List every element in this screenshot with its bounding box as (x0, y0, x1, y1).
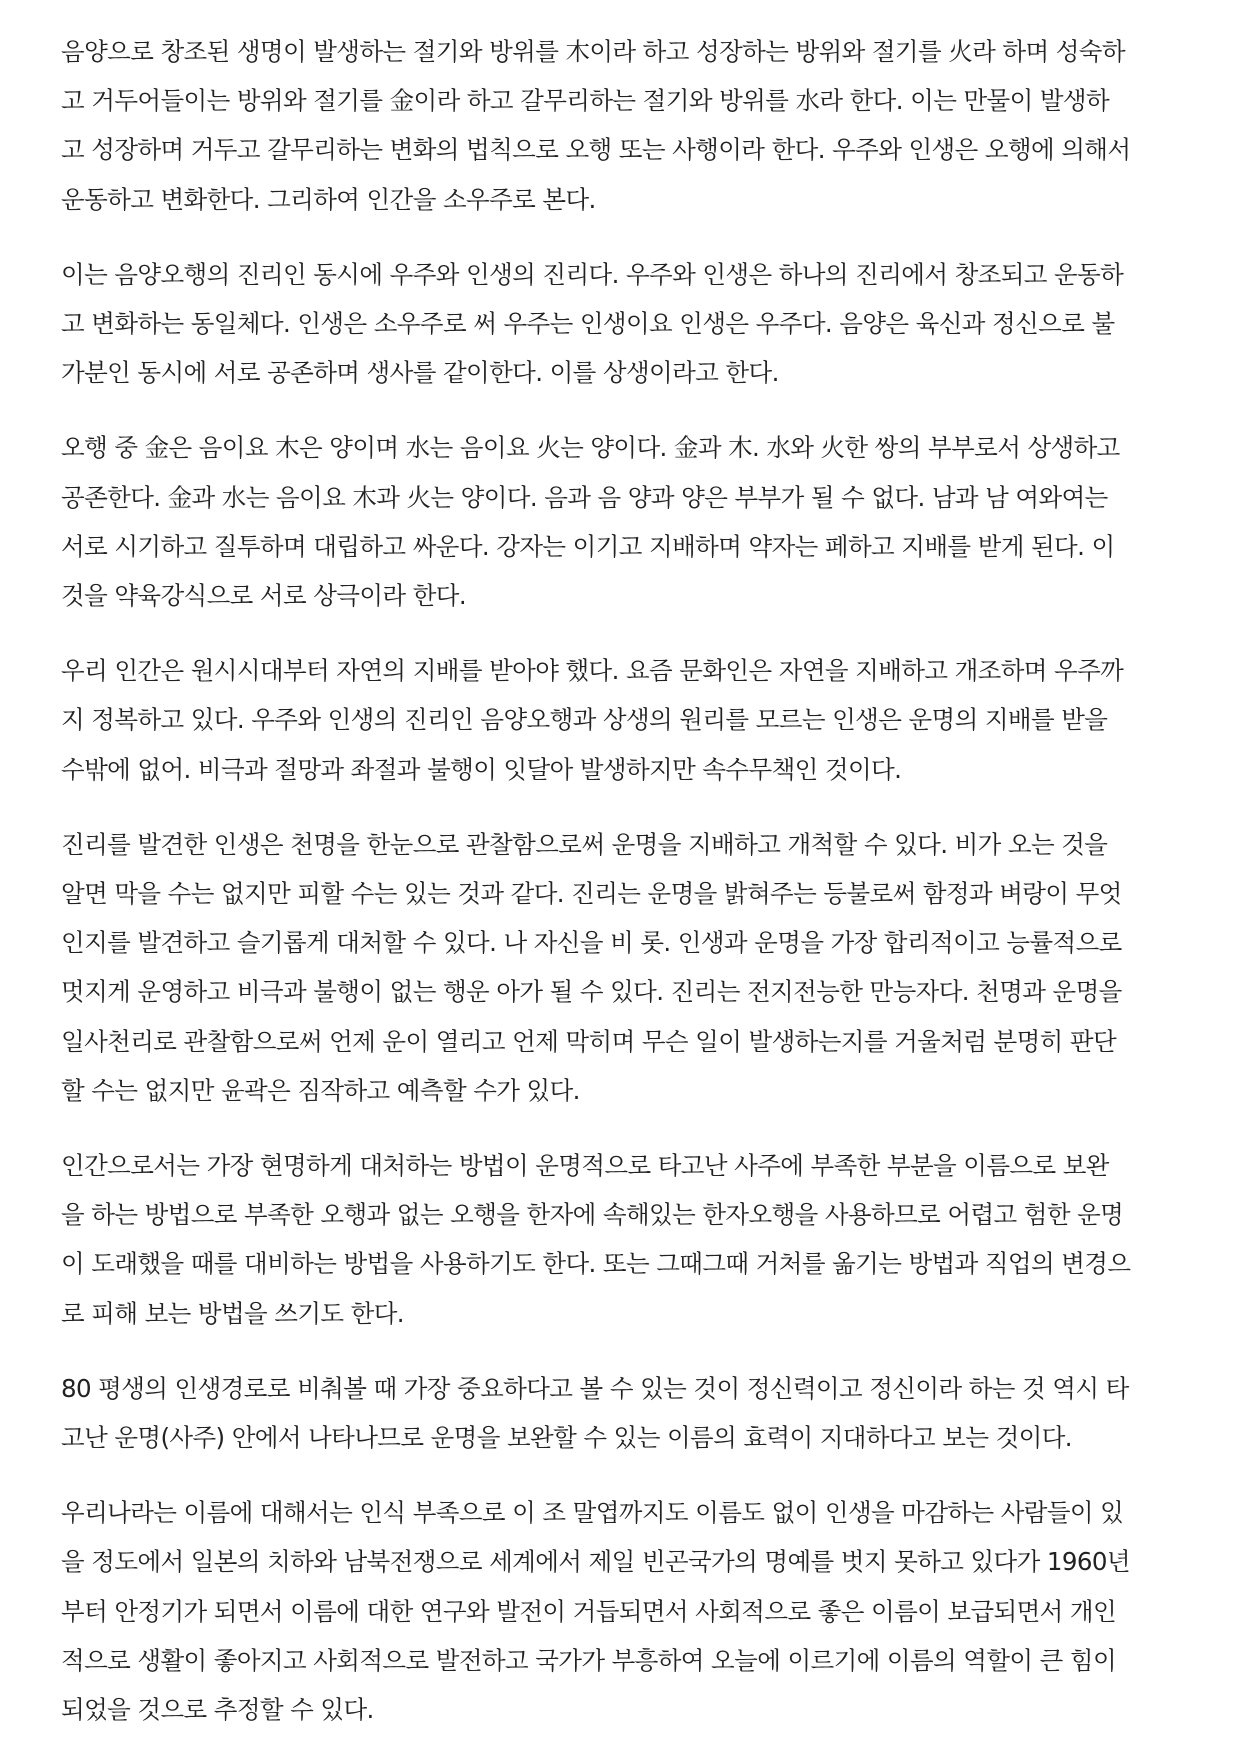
text-line: 80 평생의 인생경로로 비춰볼 때 가장 중요하다고 볼 수 있는 것이 정신력이고 정신이라 하는 것 역시 타 (61, 1373, 1129, 1403)
text-line: 음양으로 창조된 생명이 발생하는 절기와 방위를 木이라 하고 성장하는 방위와 절기를 火라 하며 성숙하 (61, 37, 1125, 66)
paragraph (61, 1141, 1179, 1338)
text-line: 부터 안정기가 되면서 이름에 대한 연구와 발전이 거듭되면서 사회적으로 좋은 이름이 보급되면서 개인 (61, 1596, 1117, 1626)
text-line: 고 거두어들이는 방위와 절기를 金이라 하고 갈무리하는 절기와 방위를 水라 한다. 이는 만물이 발생하 (61, 86, 1110, 116)
text-line: 인간으로서는 가장 현명하게 대처하는 방법이 운명적으로 타고난 사주에 부족한 부분을 이름으로 보완 (61, 1151, 1109, 1181)
paragraph (61, 250, 1179, 398)
text-line: 인지를 발견하고 슬기롭게 대처할 수 있다. 나 자신을 비 롯. 인생과 운명을 가장 합리적이고 능률적으로 (61, 928, 1122, 958)
paragraph (61, 820, 1179, 1115)
text-line: 로 피해 보는 방법을 쓰기도 한다. (61, 1298, 404, 1328)
text-line: 가분인 동시에 서로 공존하며 생사를 같이한다. 이를 상생이라고 한다. (61, 358, 779, 388)
text-line: 이는 음양오행의 진리인 동시에 우주와 인생의 진리다. 우주와 인생은 하나의 진리에서 창조되고 운동하 (61, 259, 1124, 289)
text-line: 을 하는 방법으로 부족한 오행과 없는 오행을 한자에 속해있는 한자오행을 사용하므로 어렵고 험한 운명 (61, 1200, 1124, 1230)
document-body (61, 27, 1179, 1734)
text-line: 되었을 것으로 추정할 수 있다. (61, 1695, 374, 1725)
text-line: 우리 인간은 원시시대부터 자연의 지배를 받아야 했다. 요즘 문화인은 자연을 지배하고 개조하며 우주까 (61, 656, 1124, 686)
text-line: 공존한다. 金과 水는 음이요 木과 火는 양이다. 음과 음 양과 양은 부부가 될 수 없다. 남과 남 여와여는 (61, 482, 1108, 512)
text-line: 것을 약육강식으로 서로 상극이라 한다. (61, 581, 467, 611)
paragraph (61, 646, 1179, 794)
text-line: 서로 시기하고 질투하며 대립하고 싸운다. 강자는 이기고 지배하며 약자는 페하고 지배를 받게 된다. 이 (61, 531, 1115, 561)
text-line: 고 변화하는 동일체다. 인생은 소우주로 써 우주는 인생이요 인생은 우주다. 음양은 육신과 정신으로 불 (61, 309, 1115, 339)
text-line: 운동하고 변화한다. 그리하여 인간을 소우주로 본다. (61, 184, 596, 214)
text-line: 우리나라는 이름에 대해서는 인식 부족으로 이 조 말엽까지도 이름도 없이 인생을 마감하는 사람들이 있 (61, 1498, 1124, 1528)
text-line: 이 도래했을 때를 대비하는 방법을 사용하기도 한다. 또는 그때그때 거처를 옮기는 방법과 직업의 변경으 (61, 1249, 1131, 1279)
paragraph (61, 1488, 1179, 1734)
paragraph (61, 27, 1179, 224)
text-line: 을 정도에서 일본의 치하와 남북전쟁으로 세계에서 제일 빈곤국가의 명예를 벗지 못하고 있다가 1960년 (61, 1547, 1130, 1577)
text-line: 일사천리로 관찰함으로써 언제 운이 열리고 언제 막히며 무슨 일이 발생하는지를 거울처럼 분명히 판단 (61, 1026, 1117, 1056)
text-line: 고난 운명(사주) 안에서 나타나므로 운명을 보완할 수 있는 이름의 효력이 지대하다고 보는 것이다. (61, 1423, 1072, 1453)
paragraph (61, 1364, 1179, 1462)
text-line: 멋지게 운영하고 비극과 불행이 없는 행운 아가 될 수 있다. 진리는 전지전능한 만능자다. 천명과 운명을 (61, 977, 1122, 1007)
text-line: 수밖에 없어. 비극과 절망과 좌절과 불행이 잇달아 발생하지만 속수무책인 것이다. (61, 754, 902, 784)
text-line: 고 성장하며 거두고 갈무리하는 변화의 법칙으로 오행 또는 사행이라 한다. 우주와 인생은 오행에 의해서 (61, 135, 1131, 165)
paragraph (61, 423, 1179, 620)
text-line: 지 정복하고 있다. 우주와 인생의 진리인 음양오행과 상생의 원리를 모르는 인생은 운명의 지배를 받을 (61, 705, 1108, 735)
text-line: 알면 막을 수는 없지만 피할 수는 있는 것과 같다. 진리는 운명을 밝혀주는 등불로써 함정과 벼랑이 무엇 (61, 879, 1122, 909)
text-line: 오행 중 金은 음이요 木은 양이며 水는 음이요 火는 양이다. 金과 木. 水와 火한 쌍의 부부로서 상생하고 (61, 433, 1120, 463)
text-line: 적으로 생활이 좋아지고 사회적으로 발전하고 국가가 부흥하여 오늘에 이르기에 이름의 역할이 큰 힘이 (61, 1645, 1117, 1675)
text-line: 할 수는 없지만 윤곽은 짐작하고 예측할 수가 있다. (61, 1075, 580, 1105)
text-line: 진리를 발견한 인생은 천명을 한눈으로 관찰함으로써 운명을 지배하고 개척할 수 있다. 비가 오는 것을 (61, 829, 1108, 859)
